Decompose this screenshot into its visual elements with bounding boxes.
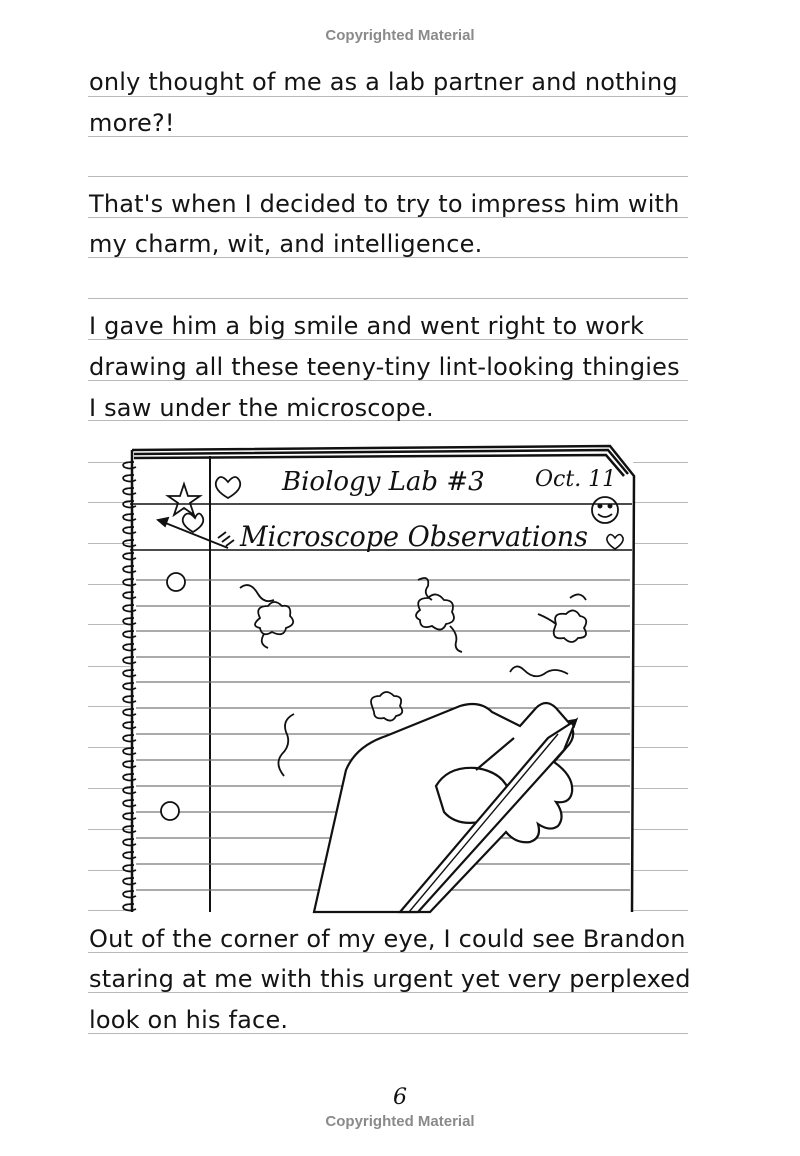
copyright-watermark-top: Copyrighted Material — [325, 27, 475, 44]
copyright-watermark-bottom: Copyrighted Material — [325, 1113, 475, 1130]
notebook-subtitle: Microscope Observations — [239, 520, 588, 553]
text-line: I gave him a big smile and went right to work — [89, 312, 645, 340]
text-line: drawing all these teeny-tiny lint-looking thingies — [89, 353, 680, 381]
notebook-date: Oct. 11 — [535, 467, 617, 492]
punch-hole-icon — [167, 573, 185, 591]
text-line: more?! — [89, 109, 175, 137]
text-line: look on his face. — [89, 1006, 289, 1034]
notebook-illustration — [100, 438, 645, 918]
page-number: 6 — [393, 1085, 407, 1110]
punch-hole-icon — [161, 802, 179, 820]
notebook-title: Biology Lab #3 — [282, 467, 485, 497]
text-line: staring at me with this urgent yet very perplexed — [89, 965, 691, 993]
text-line: Out of the corner of my eye, I could see Brandon — [89, 925, 686, 953]
text-line: I saw under the microscope. — [89, 394, 434, 422]
text-line: my charm, wit, and intelligence. — [89, 230, 483, 258]
text-line: only thought of me as a lab partner and nothing — [89, 68, 678, 96]
text-line: That's when I decided to try to impress him with — [89, 190, 680, 218]
